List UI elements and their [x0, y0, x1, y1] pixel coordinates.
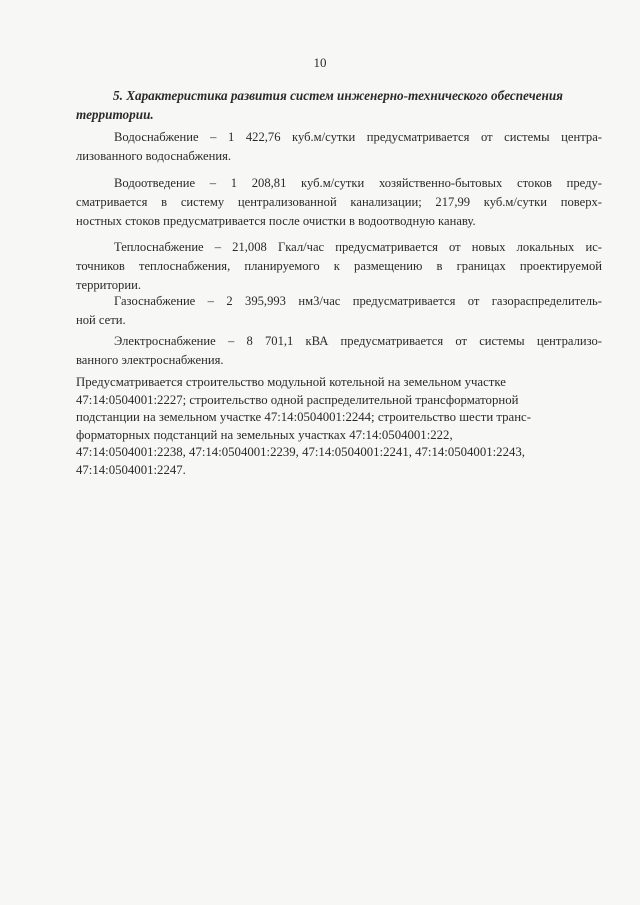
water-supply-paragraph: [76, 128, 602, 166]
text-line: форматорных подстанций на земельных участках 47:14:0504001:222,: [76, 427, 453, 442]
text-line: Газоснабжение – 2 395,993 нм3/час предусматривается от газораспределитель-: [114, 294, 602, 308]
text-line: точников теплоснабжения, планируемого к размещению в границах проектируемой: [76, 259, 602, 273]
wastewater-paragraph: [76, 174, 602, 231]
text-line: Водоснабжение – 1 422,76 куб.м/сутки предусматривается от системы центра-: [114, 130, 602, 144]
page-number: 10: [313, 55, 327, 70]
construction-note: [76, 374, 596, 479]
text-line: ванного электроснабжения.: [76, 353, 224, 367]
text-line: подстанции на земельном участке 47:14:0504001:2244; строительство шести транс-: [76, 410, 531, 424]
section-heading-line-1: 5. Характеристика развития систем инженерно-технического обеспечения: [113, 88, 563, 103]
section-heading-line-2: территории.: [76, 107, 154, 122]
electricity-supply-paragraph: [76, 332, 602, 370]
text-line: Теплоснабжение – 21,008 Гкал/час предусматривается от новых локальных ис-: [114, 240, 602, 254]
gas-supply-paragraph: [76, 292, 602, 330]
text-line: сматривается в систему централизованной канализации; 217,99 куб.м/сутки поверх-: [76, 195, 602, 209]
text-line: 47:14:0504001:2238, 47:14:0504001:2239, 47:14:0504001:2241, 47:14:0504001:2243,: [76, 445, 525, 459]
text-line: ной сети.: [76, 313, 126, 327]
text-line: лизованного водоснабжения.: [76, 149, 232, 163]
text-line: ностных стоков предусматривается после очистки в водоотводную канаву.: [76, 214, 476, 228]
text-line: Водоотведение – 1 208,81 куб.м/сутки хозяйственно-бытовых стоков преду-: [114, 176, 602, 190]
text-line: 47:14:0504001:2247.: [76, 462, 186, 477]
text-line: 47:14:0504001:2227; строительство одной распределительной трансформаторной: [76, 392, 519, 407]
text-line: территории.: [76, 278, 141, 292]
text-line: Предусматривается строительство модульной котельной на земельном участке: [76, 375, 506, 389]
heat-supply-paragraph: [76, 238, 602, 295]
section-heading: [76, 86, 603, 124]
text-line: Электроснабжение – 8 701,1 кВА предусматривается от системы централизо-: [114, 334, 602, 348]
